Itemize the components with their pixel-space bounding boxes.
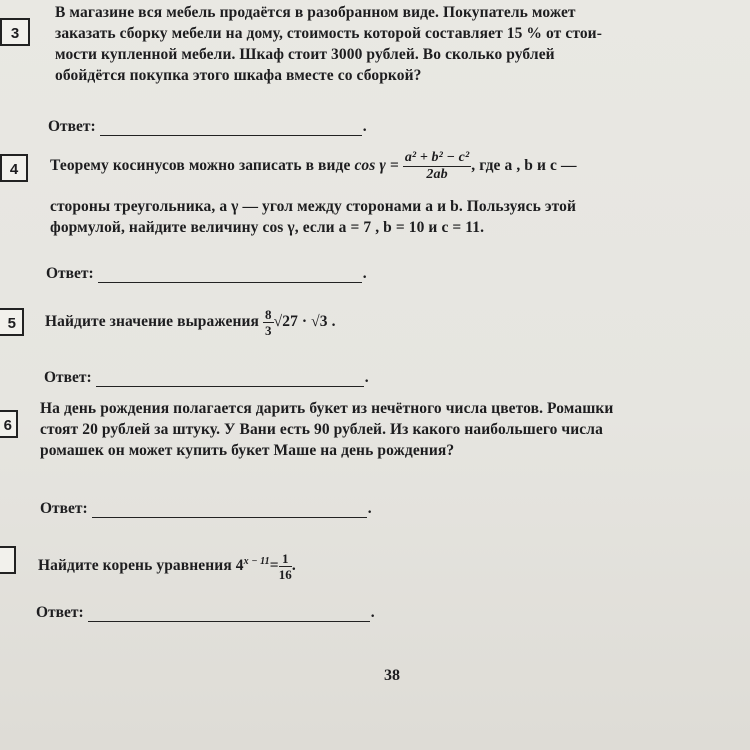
task-text [55, 2, 602, 86]
answer-blank[interactable] [88, 605, 370, 622]
answer-row [44, 369, 369, 387]
text-line: ромашек он может купить букет Маше на день рождения? [40, 442, 455, 459]
answer-row [36, 604, 375, 622]
answer-label: Ответ: [40, 500, 88, 517]
answer-dot: . [364, 369, 369, 386]
fraction-denominator: 3 [265, 322, 272, 338]
answer-dot: . [370, 604, 375, 621]
task-number-box: 3 [0, 18, 30, 46]
fraction-numerator: 8 [265, 306, 272, 322]
answer-label: Ответ: [46, 265, 94, 282]
text-line: стоят 20 рублей за штуку. У Вани есть 90 рублей. Из какого наибольшего числа [40, 421, 603, 438]
expression-fraction [263, 308, 274, 337]
task-text [40, 398, 613, 461]
text-line: На день рождения полагается дарить букет из нечётного числа цветов. Ромашки [40, 400, 614, 417]
text-line: обойдётся покупка этого шкафа вместе со сборкой? [55, 67, 422, 84]
answer-label: Ответ: [44, 369, 92, 386]
text-line: заказать сборку мебели на дому, стоимость которой составляет 15 % от стои- [55, 25, 602, 42]
task-text [45, 300, 336, 344]
formula-lhs: cos γ = [354, 157, 399, 174]
text-segment: Найдите корень уравнения [38, 557, 232, 575]
answer-label: Ответ: [36, 604, 84, 621]
text-segment: , где a , b и c — [471, 157, 577, 174]
page-number: 38 [384, 667, 400, 684]
cosine-fraction [403, 151, 471, 182]
answer-row [48, 118, 367, 136]
fraction-denominator: 16 [278, 567, 292, 583]
fraction-denominator: 2ab [426, 166, 448, 182]
task-text [38, 540, 296, 588]
text-line: мости купленной мебели. Шкаф стоит 3000 рублей. Во сколько рублей [55, 46, 555, 63]
equation-base: 4 [235, 557, 244, 575]
answer-blank[interactable] [98, 266, 362, 283]
answer-row [46, 265, 367, 283]
text-line: формулой, найдите величину cos γ, если a = 7 , b = 10 и c = 11. [50, 219, 485, 236]
text-line: В магазине вся мебель продаётся в разобранном виде. Покупатель может [55, 4, 576, 21]
answer-dot: . [362, 118, 367, 135]
radical-expression: √27 · √3 . [273, 313, 336, 330]
answer-blank[interactable] [100, 119, 362, 136]
answer-row [40, 500, 372, 518]
equation-fraction [279, 552, 292, 581]
equation-equals: = [269, 557, 279, 575]
text-segment: Теорему косинусов можно записать в виде [50, 157, 355, 174]
task-number-box [0, 546, 16, 574]
answer-dot: . [362, 265, 367, 282]
text-line: стороны треугольника, а γ — угол между сторонами a и b. Пользуясь этой [50, 198, 577, 215]
equation-exponent: x − 11 [243, 556, 270, 567]
task-number-box: 6 [0, 410, 18, 438]
text-line [50, 142, 577, 190]
equation-tail: . [291, 557, 296, 575]
text-segment: Найдите значение выражения [45, 313, 260, 330]
answer-blank[interactable] [92, 501, 367, 518]
task-text [50, 142, 577, 238]
fraction-numerator: a² + b² − c² [404, 149, 470, 165]
answer-dot: . [367, 500, 372, 517]
task-number-box: 5 [0, 308, 24, 336]
fraction-numerator: 1 [279, 552, 292, 567]
answer-label: Ответ: [48, 118, 96, 135]
task-number-box: 4 [0, 154, 28, 182]
answer-blank[interactable] [96, 370, 364, 387]
equation [235, 551, 296, 583]
